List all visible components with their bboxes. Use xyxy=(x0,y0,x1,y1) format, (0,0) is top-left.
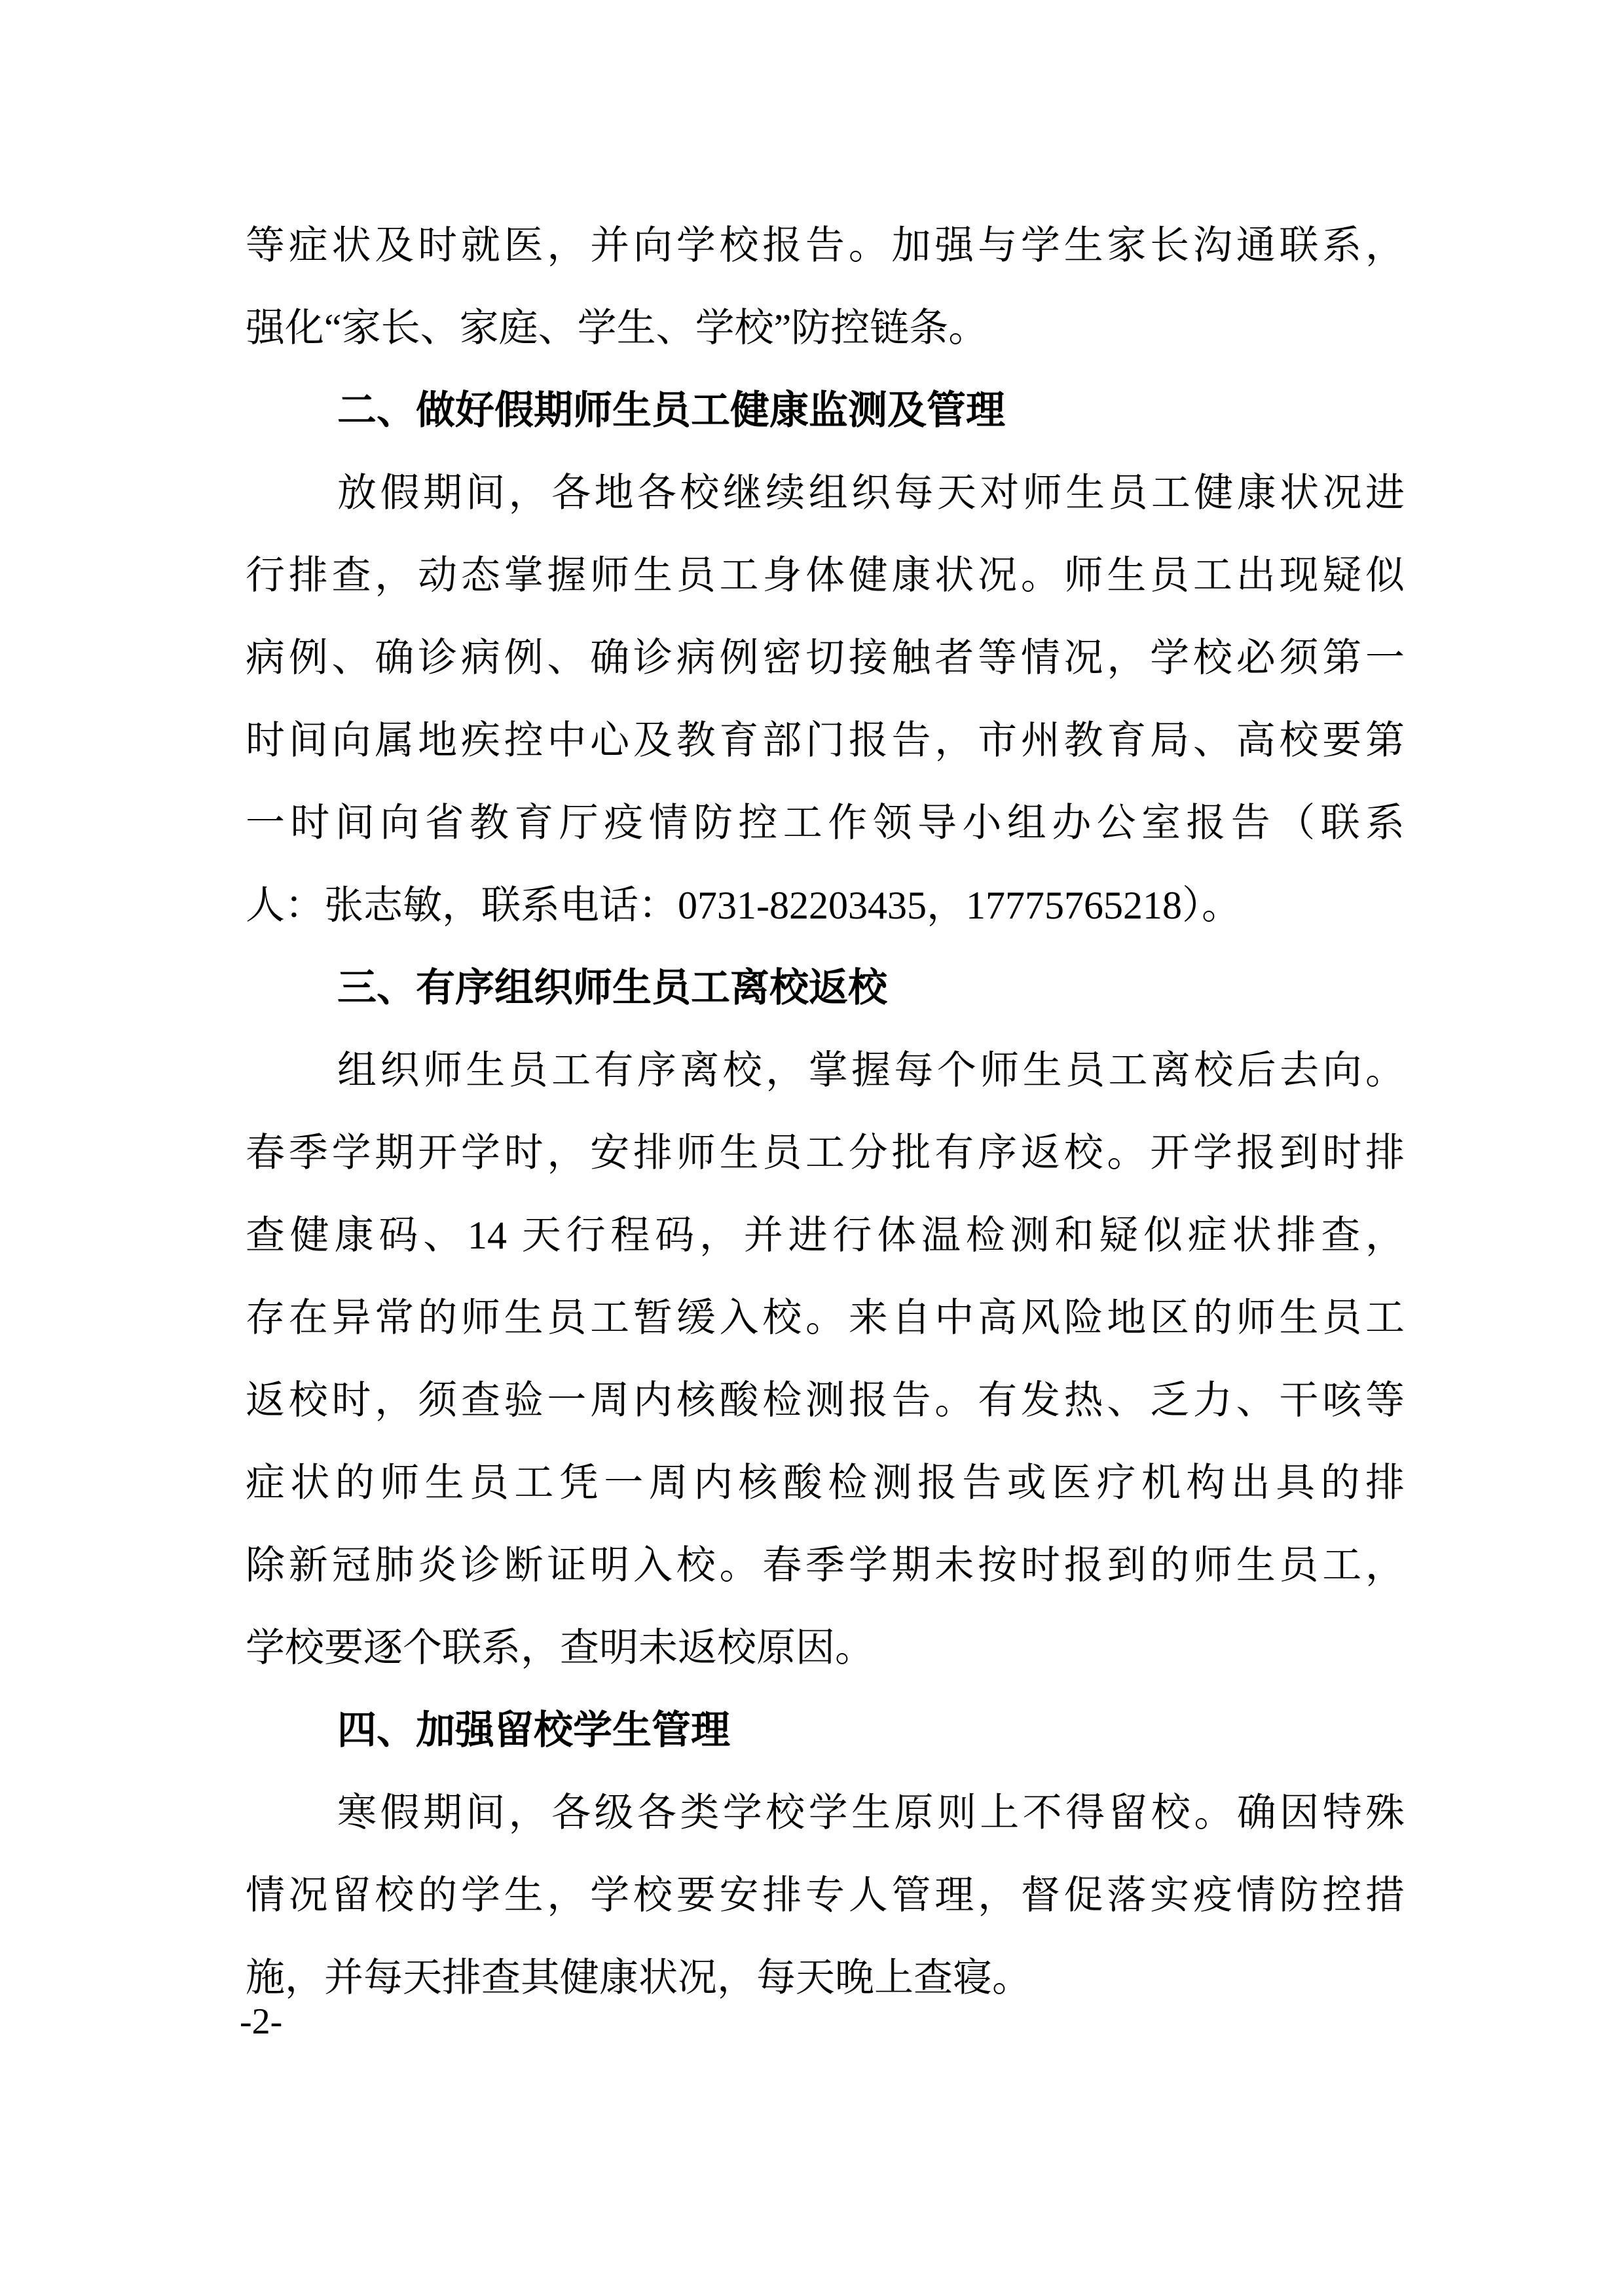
text-line: 时间向属地疾控中心及教育部门报告，市州教育局、高校要第 xyxy=(246,719,1405,762)
paragraph-students-remaining xyxy=(246,1772,1405,2019)
text-line: 人：张志敏，联系电话：0731-82203435，17775765218）。 xyxy=(246,884,1241,927)
paragraph-intro-continued xyxy=(246,204,1405,369)
section-heading-2 xyxy=(246,369,1405,452)
text-line: 强化“家长、家庭、学生、学校”防控链条。 xyxy=(246,306,988,350)
text-line: 返校时，须查验一周内核酸检测报告。有发热、乏力、干咳等 xyxy=(246,1379,1405,1422)
text-line: 春季学期开学时，安排师生员工分批有序返校。开学报到时排 xyxy=(246,1131,1405,1175)
text-line: 一时间向省教育厅疫情防控工作领导小组办公室报告（联系 xyxy=(246,801,1405,845)
paragraph-leave-return-school xyxy=(246,1029,1405,1689)
text-line: 症状的师生员工凭一周内核酸检测报告或医疗机构出具的排 xyxy=(246,1461,1405,1504)
paragraph-health-monitoring xyxy=(246,452,1405,947)
text-line: 情况留校的学生，学校要安排专人管理，督促落实疫情防控措 xyxy=(246,1874,1405,1917)
text-line: 除新冠肺炎诊断证明入校。春季学期未按时报到的师生员工， xyxy=(246,1544,1405,1587)
section-heading: 二、做好假期师生员工健康监测及管理 xyxy=(337,388,1005,432)
text-line: 组织师生员工有序离校，掌握每个师生员工离校后去向。 xyxy=(337,1049,1405,1092)
text-line: 放假期间，各地各校继续组织每天对师生员工健康状况进 xyxy=(337,471,1405,515)
text-line: 行排查，动态掌握师生员工身体健康状况。师生员工出现疑似 xyxy=(246,554,1405,597)
text-line: 病例、确诊病例、确诊病例密切接触者等情况，学校必须第一 xyxy=(246,636,1405,680)
text-line: 存在异常的师生员工暂缓入校。来自中高风险地区的师生员工 xyxy=(246,1296,1405,1339)
page-number: -2- xyxy=(240,2001,283,2042)
text-line: 施，并每天排查其健康状况，每天晚上查寝。 xyxy=(246,1956,1031,1999)
text-line: 学校要逐个联系，查明未返校原因。 xyxy=(246,1626,874,1669)
text-line: 等症状及时就医，并向学校报告。加强与学生家长沟通联系， xyxy=(246,224,1405,267)
section-heading-4 xyxy=(246,1689,1405,1772)
section-heading: 四、加强留校学生管理 xyxy=(337,1708,730,1752)
section-heading-3 xyxy=(246,947,1405,1029)
text-line: 查健康码、14 天行程码，并进行体温检测和疑似症状排查， xyxy=(246,1214,1405,1257)
section-heading: 三、有序组织师生员工离校返校 xyxy=(337,966,887,1010)
document-body xyxy=(246,204,1405,2019)
text-line: 寒假期间，各级各类学校学生原则上不得留校。确因特殊 xyxy=(337,1791,1405,1834)
